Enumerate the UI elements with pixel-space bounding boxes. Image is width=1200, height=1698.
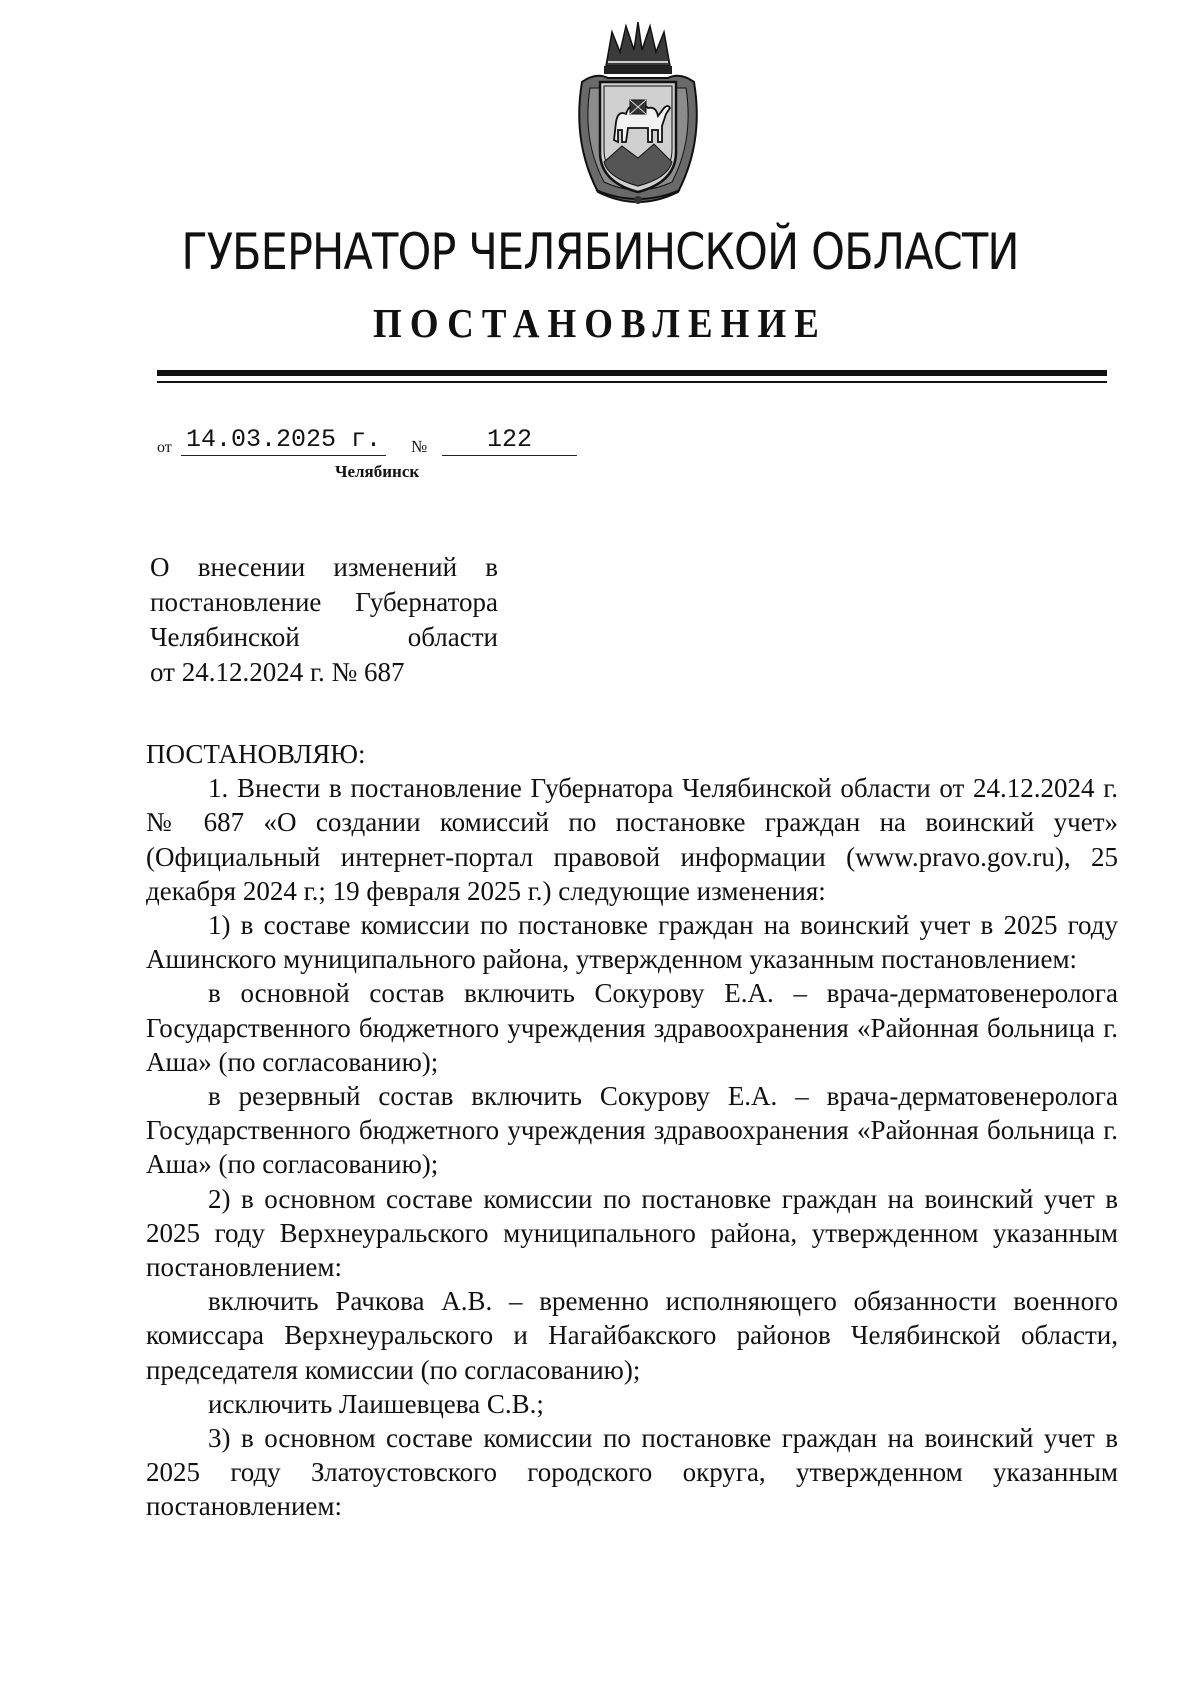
decree-paragraph: 1) в составе комиссии по постановке граждан на воинский учет в 2025 году Ашинского муниципального района, утвержденном указанным постановлением: [146, 910, 1118, 975]
subject-line: О внесении изменений в [150, 552, 498, 582]
document-number: 122 [442, 425, 577, 456]
chelyabinsk-coat-of-arms-icon [568, 22, 708, 210]
subject-line: постановление Губернатора [150, 587, 498, 617]
decree-paragraph: включить Рачкова А.В. – временно исполняющего обязанности военного комиссара Верхнеуральского и Нагайбакского районов Челябинской области, председателя комиссии (по согласованию); [146, 1286, 1118, 1385]
document-type: ПОСТАНОВЛЕНИЕ [373, 300, 827, 346]
decree-paragraph: 3) в основном составе комиссии по постановке граждан на воинский учет в 2025 году Златоустовского городского округа, утвержденном указанным постановлением: [146, 1423, 1118, 1522]
header-rule-thick [157, 370, 1107, 376]
header-rule-thin [157, 381, 1107, 383]
decree-paragraph: в резервный состав включить Сокурову Е.А. – врача-дерматовенеролога Государственного бюджетного учреждения здравоохранения «Районная больница г. Аша» (по согласованию); [146, 1081, 1118, 1180]
decree-body [146, 737, 1118, 1524]
document-subject [150, 550, 498, 690]
decree-paragraph: в основной состав включить Сокурову Е.А. – врача-дерматовенеролога Государственного бюджетного учреждения здравоохранения «Районная больница г. Аша» (по согласованию); [146, 978, 1118, 1077]
date-prefix: от [157, 439, 172, 456]
decree-opening: ПОСТАНОВЛЯЮ: [146, 739, 366, 769]
issuing-authority: ГУБЕРНАТОР ЧЕЛЯБИНСКОЙ ОБЛАСТИ [181, 223, 1019, 281]
decree-paragraph: исключить Лаишевцева С.В.; [208, 1388, 544, 1419]
registration-line [157, 425, 607, 459]
subject-line: от 24.12.2024 г. № 687 [150, 657, 405, 687]
document-date: 14.03.2025 г. [181, 425, 386, 456]
decree-paragraph: 2) в основном составе комиссии по постановке граждан на воинский учет в 2025 году Верхнеуральского муниципального района, утвержденном указанным постановлением: [146, 1183, 1118, 1283]
decree-paragraph: 1. Внести в постановление Губернатора Челябинской области от 24.12.2024 г. № 687 «О создании комиссий по постановке граждан на воинский учет» (Официальный интернет-портал правовой информации (www.pravo.gov.ru), 25 декабря 2024 г.; 19 февраля 2025 г.) следующие изменения: [146, 773, 1118, 906]
number-label: № [411, 437, 428, 456]
subject-line: Челябинской области [150, 622, 498, 652]
document-city: Челябинск [335, 462, 420, 481]
